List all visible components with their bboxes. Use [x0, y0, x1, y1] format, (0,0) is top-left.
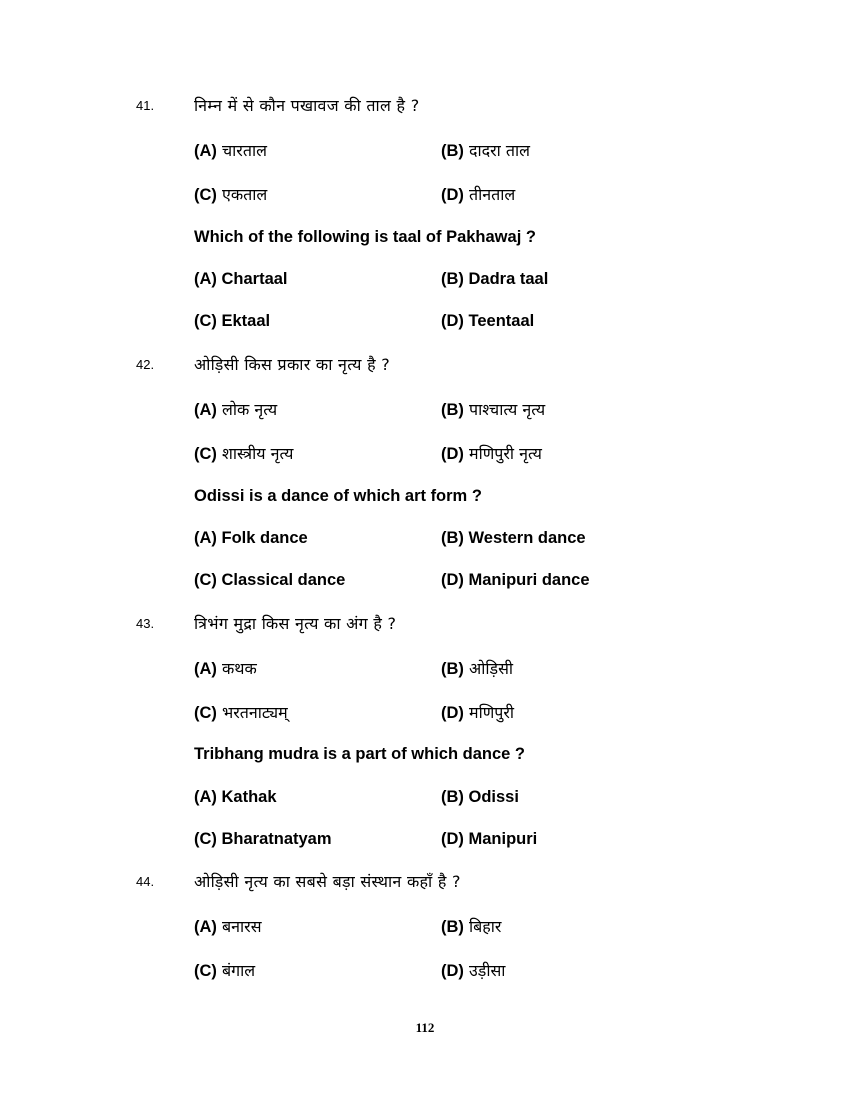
- question-number: 42.: [136, 357, 155, 372]
- option-a-english: (A) Folk dance: [194, 529, 308, 547]
- question-text-hindi: त्रिभंग मुद्रा किस नृत्य का अंग है ?: [194, 614, 397, 633]
- option-c-hindi: (C) बंगाल: [194, 961, 256, 980]
- question-text-english: Which of the following is taal of Pakhawaj ?: [194, 228, 536, 246]
- question-number: 43.: [136, 616, 155, 631]
- question-number: 44.: [136, 874, 155, 889]
- option-c-hindi: (C) भरतनाट्यम्: [194, 703, 288, 722]
- option-d-english: (D) Teentaal: [441, 312, 535, 330]
- question-text-english: Tribhang mudra is a part of which dance ?: [194, 745, 525, 763]
- option-c-hindi: (C) एकताल: [194, 185, 268, 204]
- option-c-english: (C) Ektaal: [194, 312, 271, 330]
- option-a-hindi: (A) चारताल: [194, 141, 267, 160]
- option-a-hindi: (A) लोक नृत्य: [194, 400, 278, 419]
- option-b-english: (B) Dadra taal: [441, 270, 549, 288]
- option-a-english: (A) Chartaal: [194, 270, 288, 288]
- question-text-hindi: ओड़िसी नृत्य का सबसे बड़ा संस्थान कहाँ है ?: [194, 872, 461, 891]
- question-number: 41.: [136, 98, 155, 113]
- option-d-hindi: (D) मणिपुरी: [441, 703, 515, 722]
- option-d-hindi: (D) तीनताल: [441, 185, 516, 204]
- question-text-hindi: ओड़िसी किस प्रकार का नृत्य है ?: [194, 355, 391, 374]
- option-b-english: (B) Odissi: [441, 788, 519, 806]
- option-a-english: (A) Kathak: [194, 788, 277, 806]
- option-b-hindi: (B) ओड़िसी: [441, 659, 514, 678]
- option-b-hindi: (B) दादरा ताल: [441, 141, 531, 160]
- option-d-hindi: (D) मणिपुरी नृत्य: [441, 444, 542, 463]
- option-d-english: (D) Manipuri: [441, 830, 538, 848]
- option-b-hindi: (B) बिहार: [441, 917, 502, 936]
- option-a-hindi: (A) कथक: [194, 659, 257, 678]
- option-c-hindi: (C) शास्त्रीय नृत्य: [194, 444, 294, 463]
- option-c-english: (C) Classical dance: [194, 571, 346, 589]
- question-text-english: Odissi is a dance of which art form ?: [194, 487, 482, 505]
- option-a-hindi: (A) बनारस: [194, 917, 262, 936]
- option-c-english: (C) Bharatnatyam: [194, 830, 332, 848]
- option-d-hindi: (D) उड़ीसा: [441, 961, 506, 980]
- option-b-english: (B) Western dance: [441, 529, 586, 547]
- question-text-hindi: निम्न में से कौन पखावज की ताल है ?: [194, 96, 420, 115]
- page-number: 112: [415, 1020, 435, 1035]
- option-d-english: (D) Manipuri dance: [441, 571, 590, 589]
- option-b-hindi: (B) पाश्चात्य नृत्य: [441, 400, 546, 419]
